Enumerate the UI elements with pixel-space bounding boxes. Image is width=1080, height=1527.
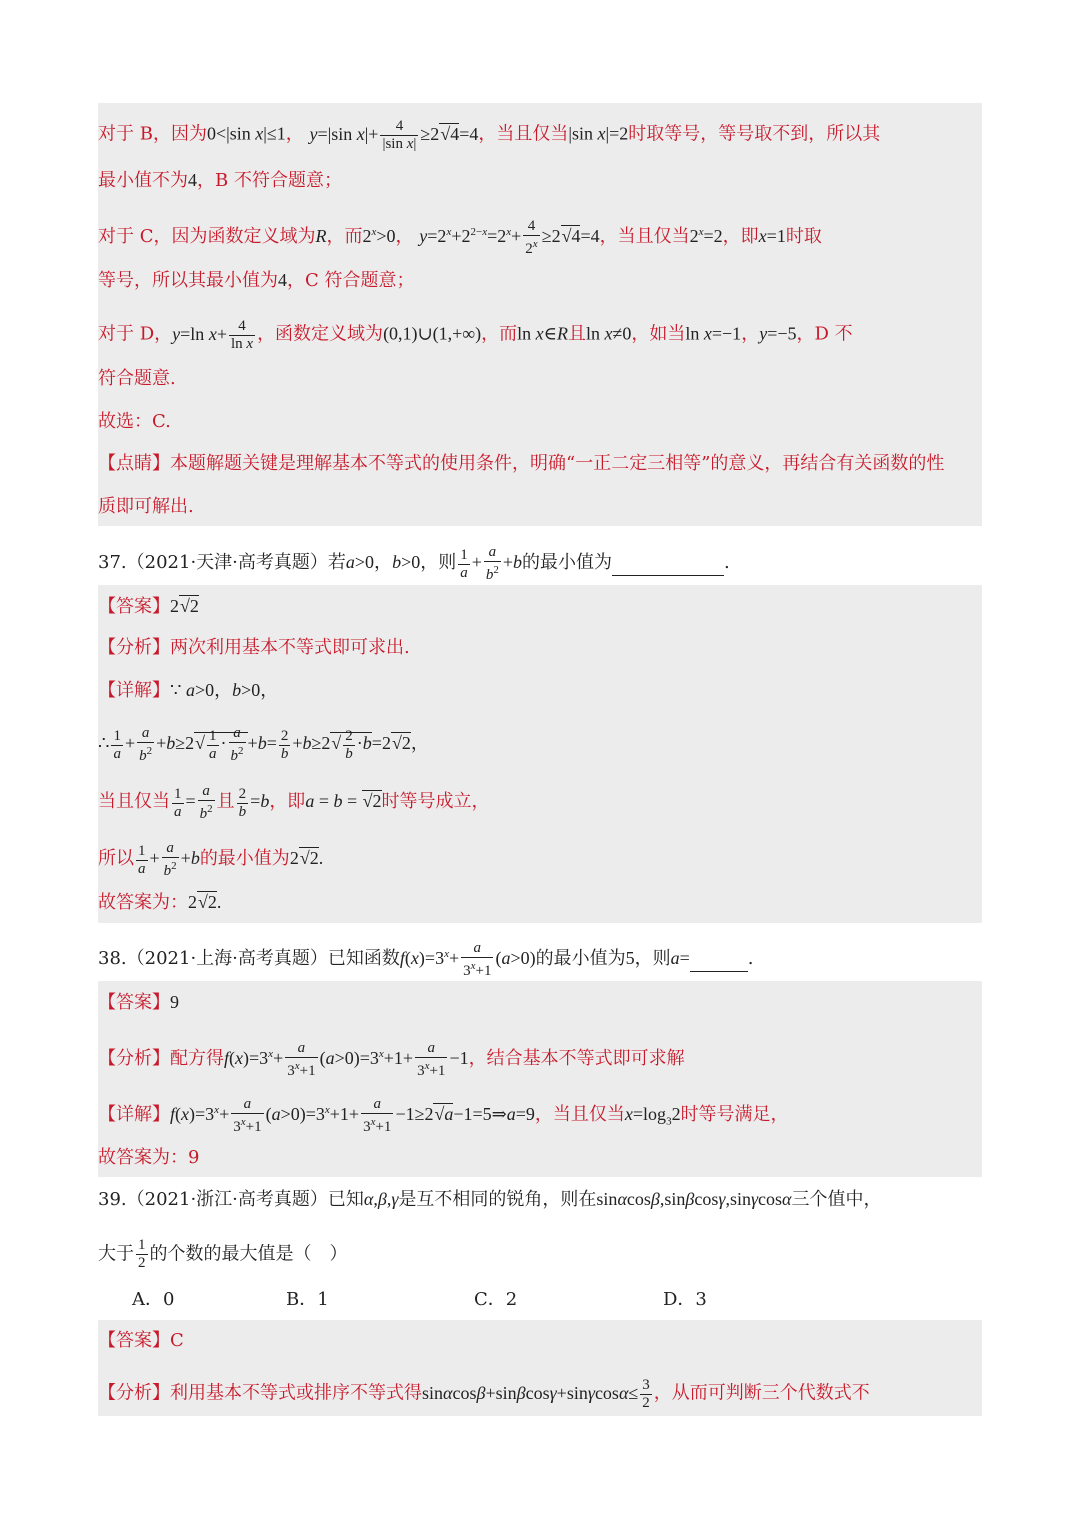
final-37: 故答案为：2√2. [98, 892, 222, 913]
answer-37: 【答案】2√2 [98, 596, 199, 617]
option-b-analysis-line1: 对于 B，因为0<|sin x|≤1， y=|sin x|+ $\frac{4}{\text{|sin x|}}$ ≥2√4=4，当且仅当|sin x|=2时取等号，等号取不到，所以其 [98, 118, 881, 152]
option-d-analysis-line2: 符合题意. [98, 368, 176, 389]
analysis-38: 【分析】配方得$f(x)=3^x+$ $\frac{a}{3^x+1}$ $(a>0)=3^x+1+$ $\frac{a}{3^x+1}$ −1，结合基本不等式即可求解 [98, 1040, 685, 1079]
option-a[interactable]: A．0 [132, 1289, 175, 1310]
detail-37-line1: 【详解】∵ a>0，b>0， [98, 680, 279, 701]
question-37: 37.（2021·天津·高考真题）若a>0，b>0，则 $\frac{1}{a}$ + $\frac{a}{b^2}$ +b的最小值为 . [98, 544, 730, 583]
option-b-analysis-line2: 最小值不为4，B 不符合题意； [98, 170, 342, 191]
detail-37-line2: ∴ $\frac{1}{a}$ + $\frac{a}{b^2}$ +b≥2√ $\frac{1}{a}$ · $\frac{a}{b^2}$ +b= $\frac{2}{b}$ +b≥2√ $\frac{2}{b}$ ·b=2√2， [98, 725, 429, 764]
tip-line2: 质即可解出. [98, 496, 194, 517]
option-c[interactable]: C．2 [474, 1289, 518, 1310]
final-38: 故答案为：9 [98, 1147, 200, 1168]
detail-37-line4: 所以 $\frac{1}{a}$ + $\frac{a}{b^2}$ +b的最小值为2√2. [98, 840, 324, 879]
tip-line1: 【点睛】本题解题关键是理解基本不等式的使用条件，明确“一正二定三相等”的意义，再结合有关函数的性 [98, 453, 945, 474]
detail-37-line3: 当且仅当 $\frac{1}{a}$ = $\frac{a}{b^2}$ 且 $\frac{2}{b}$ =b，即a = b = √2时等号成立， [98, 783, 490, 822]
option-c-analysis-line2: 等号，所以其最小值为4，C 符合题意； [98, 270, 415, 291]
choice-line: 故选：C. [98, 411, 171, 432]
detail-38: 【详解】$f(x)=3^x+$ $\frac{a}{3^x+1}$ $(a>0)=3^x+1+$ $\frac{a}{3^x+1}$ −1≥2√a−1=5⇒a=9，当且仅当$x=\log_32$时等号满足， [98, 1096, 789, 1135]
option-d[interactable]: D．3 [663, 1289, 707, 1310]
analysis-37: 【分析】两次利用基本不等式即可求出. [98, 637, 410, 658]
option-d-analysis-line1: 对于 D，y=ln x+ $\frac{4}{\text{ln x}}$ ，函数定义域为(0,1)∪(1,+∞)，而ln x∈R且ln x≠0，如当ln x=−1，y=−5，D 不 [98, 318, 853, 352]
question-39-line2: 大于 $\frac{1}{2}$ 的个数的最大值是（ ） [98, 1237, 348, 1271]
question-38: 38.（2021·上海·高考真题）已知函数$f(x)=3^x+$ $\frac{a}{3^x+1}$ (a>0)的最小值为5，则a= . [98, 940, 754, 979]
answer-38: 【答案】9 [98, 992, 179, 1013]
question-39-line1: 39.（2021·浙江·高考真题）已知α,β,γ是互不相同的锐角，则在sinαcosβ,sinβcosγ,sinγcosα三个值中， [98, 1189, 882, 1210]
option-b[interactable]: B．1 [286, 1289, 329, 1310]
analysis-39: 【分析】利用基本不等式或排序不等式得sinαcosβ+sinβcosγ+sinγcosα≤ $\frac{3}{2}$ ，从而可判断三个代数式不 [98, 1377, 870, 1411]
option-c-analysis-line1: 对于 C，因为函数定义域为R，而$2^x>0$， $y=2^x+2^{2-x}=2^x+$ $\frac{4}{2^x}$ ≥2√4=4，当且仅当$2^x=2$，即x=1时取 [98, 218, 822, 257]
answer-39: 【答案】C [98, 1330, 184, 1351]
